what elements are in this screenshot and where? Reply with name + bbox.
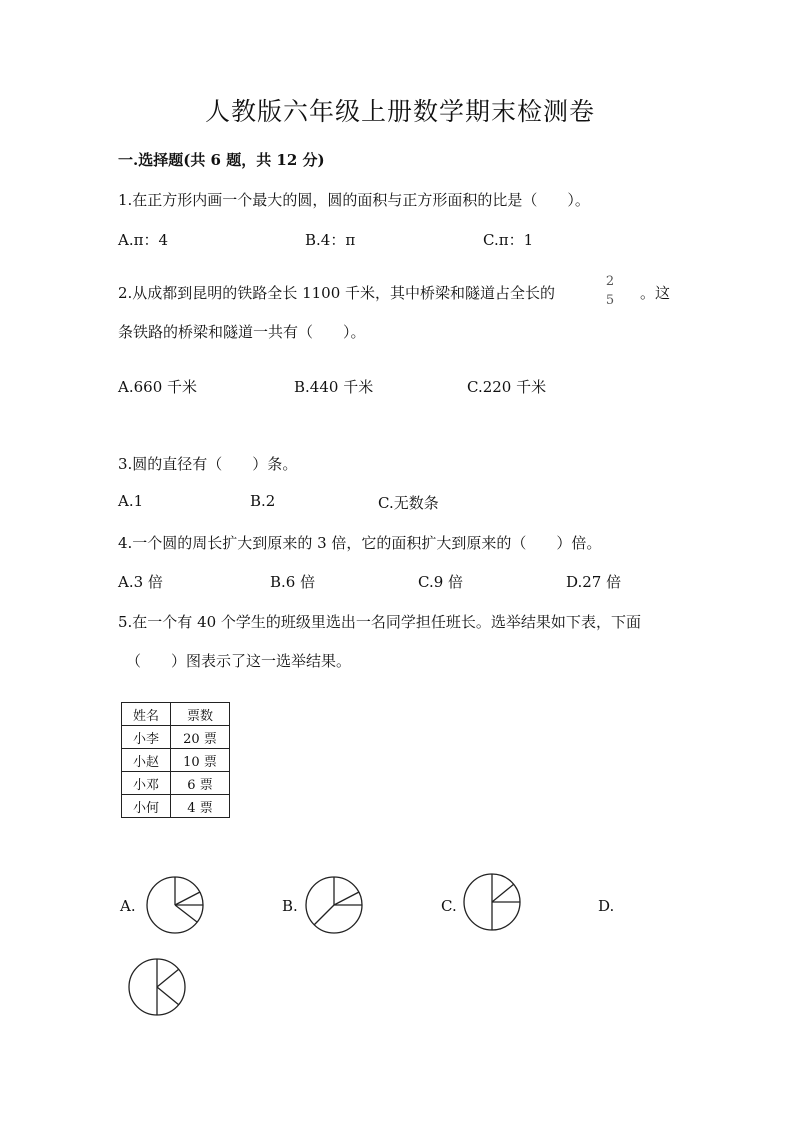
question-5-text-line2: （ ）图表示了这一选举结果。 — [126, 652, 352, 670]
table-row — [122, 749, 230, 772]
question-5-text-line1: 5.在一个有 40 个学生的班级里选出一名同学担任班长。选举结果如下表，下面 — [118, 613, 641, 631]
question-2-option-c[interactable]: C.220 千米 — [467, 378, 547, 396]
question-4-option-c[interactable]: C.9 倍 — [418, 573, 464, 591]
page-title: 人教版六年级上册数学期末检测卷 — [204, 97, 595, 126]
question-2-text-line1: 2.从成都到昆明的铁路全长 1100 千米，其中桥梁和隧道占全长的 — [118, 284, 556, 302]
fraction-two-fifths — [603, 275, 617, 308]
question-1-option-b[interactable]: B.4：π — [305, 231, 356, 249]
pie-chart-option-d — [127, 957, 187, 1017]
table-cell: 小邓 — [122, 772, 171, 795]
question-5-option-b[interactable]: B. — [282, 897, 298, 915]
question-4-text: 4.一个圆的周长扩大到原来的 3 倍，它的面积扩大到原来的（ ）倍。 — [118, 534, 602, 552]
table-cell: 6 票 — [171, 772, 230, 795]
question-2-text-suffix: 。这 — [640, 284, 671, 302]
question-3-option-a[interactable]: A.1 — [118, 492, 144, 510]
question-1-option-a[interactable]: A.π：4 — [118, 231, 169, 249]
table-cell: 小何 — [122, 795, 171, 818]
table-cell: 小赵 — [122, 749, 171, 772]
question-2-option-b[interactable]: B.440 千米 — [294, 378, 374, 396]
question-1-option-c[interactable]: C.π：1 — [483, 231, 534, 249]
fraction-numerator: 2 — [605, 274, 615, 289]
table-cell: 20 票 — [171, 726, 230, 749]
question-3-option-b[interactable]: B.2 — [250, 492, 276, 510]
table-row — [122, 726, 230, 749]
question-4-option-a[interactable]: A.3 倍 — [118, 573, 163, 591]
pie-chart-option-c — [462, 872, 522, 932]
table-cell: 小李 — [122, 726, 171, 749]
question-4-option-d[interactable]: D.27 倍 — [566, 573, 622, 591]
pie-chart-option-b — [304, 875, 364, 935]
pie-chart-option-a — [145, 875, 205, 935]
vote-table — [121, 702, 230, 818]
question-5-option-a[interactable]: A. — [120, 897, 136, 915]
table-header-row — [122, 703, 230, 726]
question-5-option-c[interactable]: C. — [441, 897, 457, 915]
question-3-option-c[interactable]: C.无数条 — [378, 494, 439, 512]
section-heading: 一.选择题(共 6 题，共 12 分) — [118, 151, 325, 169]
fraction-denominator: 5 — [605, 293, 615, 308]
fraction-bar — [603, 291, 617, 292]
table-header-cell: 票数 — [171, 703, 230, 726]
question-4-option-b[interactable]: B.6 倍 — [270, 573, 316, 591]
question-1-text: 1.在正方形内画一个最大的圆，圆的面积与正方形面积的比是（ ）。 — [118, 191, 590, 209]
table-cell: 10 票 — [171, 749, 230, 772]
question-5-option-d[interactable]: D. — [598, 897, 615, 915]
question-2-option-a[interactable]: A.660 千米 — [118, 378, 197, 396]
table-row — [122, 772, 230, 795]
question-2-text-line2: 条铁路的桥梁和隧道一共有（ ）。 — [118, 323, 366, 341]
table-cell: 4 票 — [171, 795, 230, 818]
table-row — [122, 795, 230, 818]
table-header-cell: 姓名 — [122, 703, 171, 726]
question-3-text: 3.圆的直径有（ ）条。 — [118, 455, 298, 473]
